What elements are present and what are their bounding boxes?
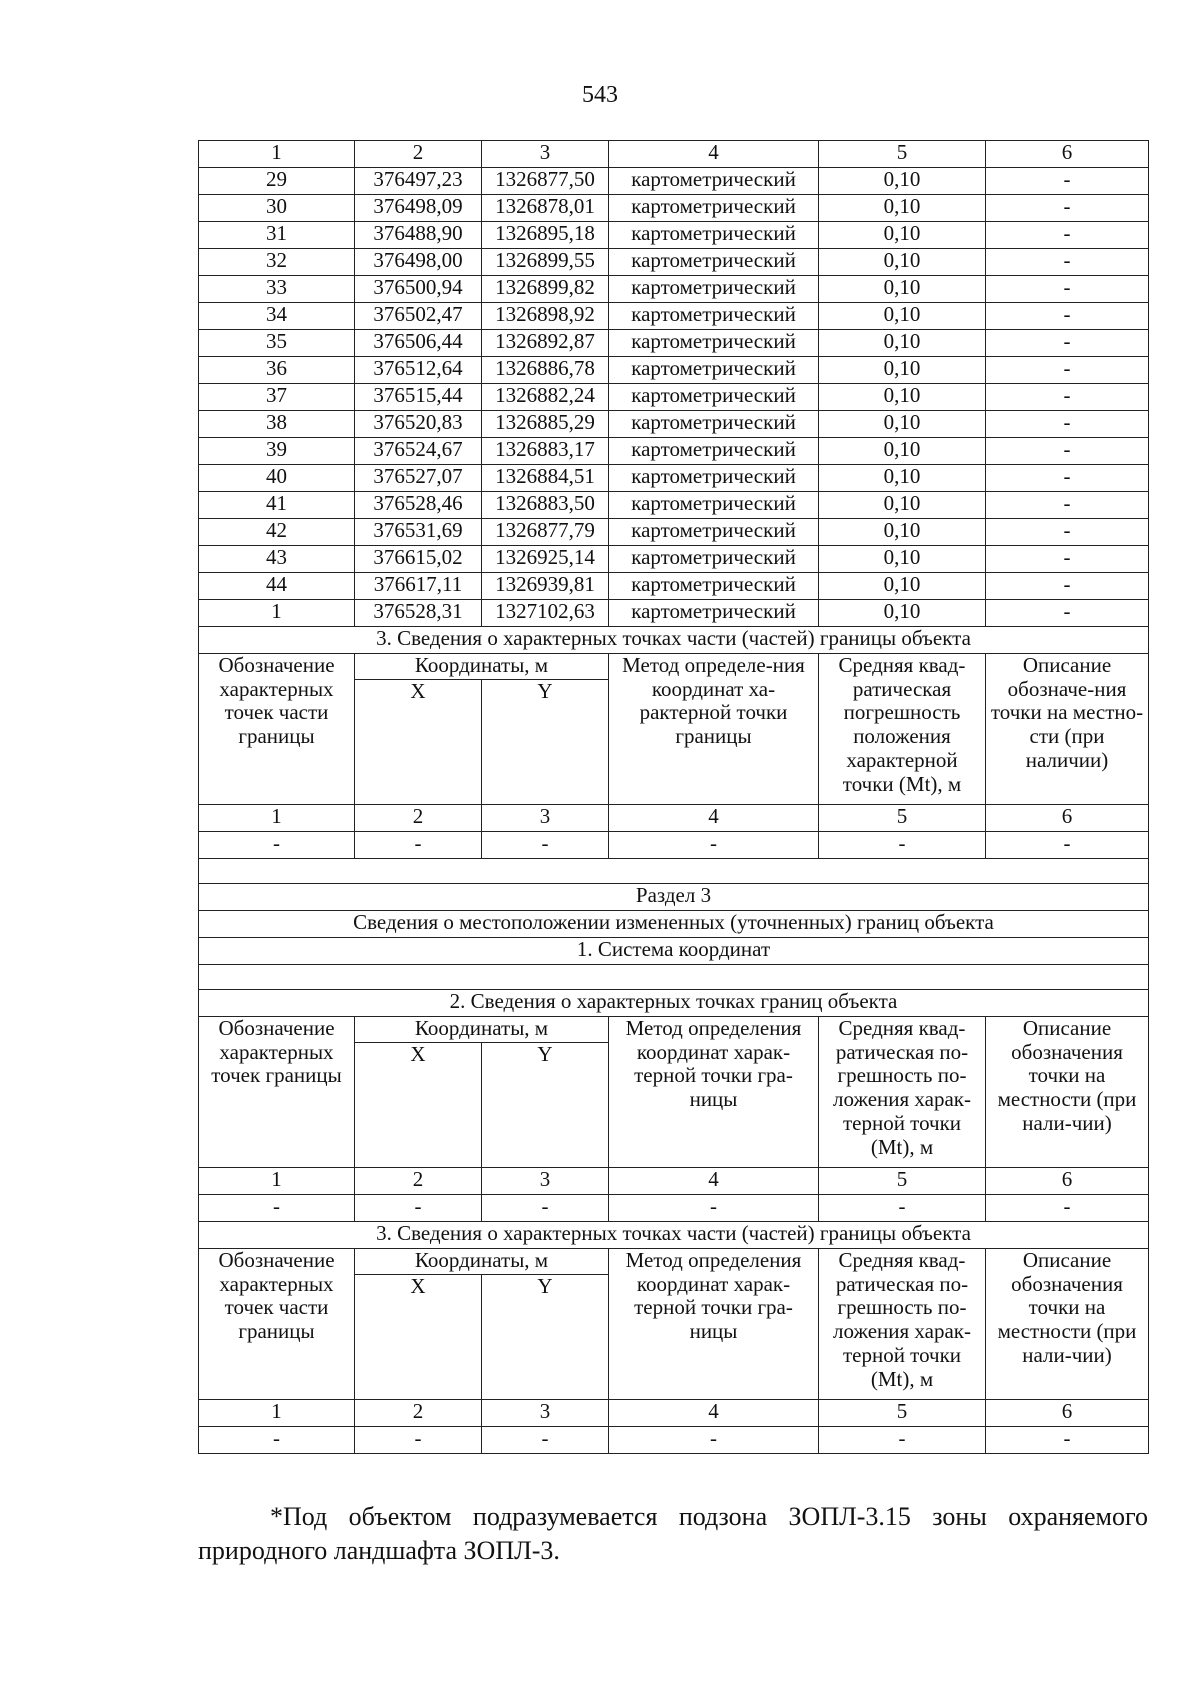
table-cell: - xyxy=(986,384,1149,411)
empty-cell: - xyxy=(609,1427,819,1454)
table-row xyxy=(199,357,1149,384)
column-number: 5 xyxy=(819,1168,986,1195)
empty-cell: - xyxy=(819,832,986,859)
empty-cell: - xyxy=(986,1427,1149,1454)
table-cell: 44 xyxy=(199,573,355,600)
table-cell: 1326877,50 xyxy=(482,168,609,195)
header-coordinates: Координаты, м xyxy=(355,1017,609,1043)
column-number: 6 xyxy=(986,1168,1149,1195)
table-cell: картометрический xyxy=(609,600,819,627)
table-cell: 0,10 xyxy=(819,438,986,465)
empty-cell: - xyxy=(482,832,609,859)
column-number: 3 xyxy=(482,805,609,832)
table-cell: 0,10 xyxy=(819,546,986,573)
column-number: 1 xyxy=(199,1168,355,1195)
table-cell: - xyxy=(986,195,1149,222)
section-title: 3. Сведения о характерных точках части (частей) границы объекта xyxy=(199,1222,1149,1249)
boundary-points-table xyxy=(198,140,1149,1454)
header-description: Описание обозначения точки на местности (при нали-чии) xyxy=(986,1249,1149,1400)
column-number: 1 xyxy=(199,1400,355,1427)
empty-cell: - xyxy=(986,832,1149,859)
table-cell: 376498,09 xyxy=(355,195,482,222)
empty-cell: - xyxy=(482,1195,609,1222)
column-number: 1 xyxy=(199,141,355,168)
table-cell: 1326877,79 xyxy=(482,519,609,546)
spacer-row xyxy=(199,965,1149,990)
table-row xyxy=(199,222,1149,249)
table-cell: 376615,02 xyxy=(355,546,482,573)
table-cell: 0,10 xyxy=(819,195,986,222)
table-cell: 1326895,18 xyxy=(482,222,609,249)
column-number: 3 xyxy=(482,1168,609,1195)
header-designation: Обозначение характерных точек части границы xyxy=(199,1249,355,1400)
table-cell: картометрический xyxy=(609,411,819,438)
table-cell: картометрический xyxy=(609,249,819,276)
header-description: Описание обозначе-ния точки на местно-сти (при наличии) xyxy=(986,654,1149,805)
table-cell: - xyxy=(986,303,1149,330)
empty-cell: - xyxy=(199,1427,355,1454)
table-cell: 1326885,29 xyxy=(482,411,609,438)
table-cell: картометрический xyxy=(609,384,819,411)
empty-cell: - xyxy=(819,1427,986,1454)
column-number: 2 xyxy=(355,1400,482,1427)
footnote: *Под объектом подразумевается подзона ЗОПЛ-3.15 зоны охраняемого природного ландшафта ЗОПЛ-3. xyxy=(198,1502,1148,1565)
column-number: 4 xyxy=(609,1400,819,1427)
header-method: Метод определения координат харак-терной точки гра-ницы xyxy=(609,1249,819,1400)
table-cell: 36 xyxy=(199,357,355,384)
table-cell: 41 xyxy=(199,492,355,519)
empty-cell: - xyxy=(355,1427,482,1454)
table-cell: 1326878,01 xyxy=(482,195,609,222)
table-cell: картометрический xyxy=(609,573,819,600)
table-cell: - xyxy=(986,222,1149,249)
table-cell: 376512,64 xyxy=(355,357,482,384)
table-cell: 0,10 xyxy=(819,357,986,384)
table-cell: картометрический xyxy=(609,222,819,249)
table-cell: картометрический xyxy=(609,303,819,330)
table-cell: - xyxy=(986,573,1149,600)
table-cell: 376528,31 xyxy=(355,600,482,627)
table-cell: 376506,44 xyxy=(355,330,482,357)
table-cell: 1327102,63 xyxy=(482,600,609,627)
empty-cell: - xyxy=(819,1195,986,1222)
table-cell: - xyxy=(986,330,1149,357)
table-cell: 376531,69 xyxy=(355,519,482,546)
column-number: 3 xyxy=(482,1400,609,1427)
table-cell: 376617,11 xyxy=(355,573,482,600)
table-cell: 376520,83 xyxy=(355,411,482,438)
table-row xyxy=(199,438,1149,465)
table-cell: 1326898,92 xyxy=(482,303,609,330)
column-number: 6 xyxy=(986,1400,1149,1427)
table-row xyxy=(199,195,1149,222)
table-cell: - xyxy=(986,546,1149,573)
table-cell: 1326899,55 xyxy=(482,249,609,276)
table-cell: 376502,47 xyxy=(355,303,482,330)
table-cell: 32 xyxy=(199,249,355,276)
column-number: 2 xyxy=(355,1168,482,1195)
table-cell: 1326925,14 xyxy=(482,546,609,573)
table-cell: 0,10 xyxy=(819,465,986,492)
table-cell: картометрический xyxy=(609,357,819,384)
column-number: 6 xyxy=(986,805,1149,832)
table-cell: 0,10 xyxy=(819,519,986,546)
empty-cell: - xyxy=(482,1427,609,1454)
table-cell: 39 xyxy=(199,438,355,465)
table-cell: 1326899,82 xyxy=(482,276,609,303)
table-row xyxy=(199,168,1149,195)
table-cell: 0,10 xyxy=(819,222,986,249)
header-description: Описание обозначения точки на местности (при нали-чии) xyxy=(986,1017,1149,1168)
table-cell: 1 xyxy=(199,600,355,627)
page-number: 543 xyxy=(582,82,618,108)
table-cell: 1326892,87 xyxy=(482,330,609,357)
table-row xyxy=(199,492,1149,519)
table-cell: картометрический xyxy=(609,168,819,195)
table-cell: картометрический xyxy=(609,438,819,465)
section-title: 3. Сведения о характерных точках части (частей) границы объекта xyxy=(199,627,1149,654)
table-cell: картометрический xyxy=(609,276,819,303)
empty-cell: - xyxy=(986,1195,1149,1222)
table-cell: - xyxy=(986,168,1149,195)
table-cell: 376524,67 xyxy=(355,438,482,465)
table-cell: 0,10 xyxy=(819,168,986,195)
column-number: 4 xyxy=(609,1168,819,1195)
table-cell: - xyxy=(986,492,1149,519)
column-number: 3 xyxy=(482,141,609,168)
table-row xyxy=(199,465,1149,492)
razdel-title: Раздел 3 xyxy=(199,884,1149,911)
header-error: Средняя квад-ратическая по-грешность по-ложения харак-терной точки (Mt), м xyxy=(819,1017,986,1168)
table-cell: 40 xyxy=(199,465,355,492)
header-y: Y xyxy=(482,1043,609,1168)
header-x: X xyxy=(355,1043,482,1168)
header-coordinates: Координаты, м xyxy=(355,654,609,680)
table-cell: 1326882,24 xyxy=(482,384,609,411)
table-cell: - xyxy=(986,249,1149,276)
table-row xyxy=(199,519,1149,546)
table-cell: 38 xyxy=(199,411,355,438)
table-cell: - xyxy=(986,519,1149,546)
header-coordinates: Координаты, м xyxy=(355,1249,609,1275)
table-cell: - xyxy=(986,411,1149,438)
table-cell: 0,10 xyxy=(819,249,986,276)
column-number: 4 xyxy=(609,805,819,832)
header-x: X xyxy=(355,1275,482,1400)
table-cell: 29 xyxy=(199,168,355,195)
header-method: Метод определения координат харак-терной точки гра-ницы xyxy=(609,1017,819,1168)
table-cell: картометрический xyxy=(609,546,819,573)
column-number: 2 xyxy=(355,805,482,832)
table-row xyxy=(199,546,1149,573)
table-cell: - xyxy=(986,438,1149,465)
table-row xyxy=(199,330,1149,357)
table-cell: картометрический xyxy=(609,465,819,492)
header-error: Средняя квад-ратическая по-грешность по-ложения харак-терной точки (Mt), м xyxy=(819,1249,986,1400)
column-number: 5 xyxy=(819,141,986,168)
table-cell: 43 xyxy=(199,546,355,573)
table-cell: 376497,23 xyxy=(355,168,482,195)
empty-cell: - xyxy=(199,1195,355,1222)
table-cell: 0,10 xyxy=(819,303,986,330)
table-row xyxy=(199,573,1149,600)
table-cell: 1326884,51 xyxy=(482,465,609,492)
column-number: 2 xyxy=(355,141,482,168)
table-cell: картометрический xyxy=(609,492,819,519)
table-cell: 376528,46 xyxy=(355,492,482,519)
table-row xyxy=(199,384,1149,411)
column-number: 1 xyxy=(199,805,355,832)
empty-cell: - xyxy=(609,1195,819,1222)
table-cell: картометрический xyxy=(609,195,819,222)
header-x: X xyxy=(355,680,482,805)
header-y: Y xyxy=(482,1275,609,1400)
table-cell: - xyxy=(986,276,1149,303)
table-cell: 34 xyxy=(199,303,355,330)
empty-cell: - xyxy=(609,832,819,859)
table-cell: - xyxy=(986,600,1149,627)
coordinate-system-title: 1. Система координат xyxy=(199,938,1149,965)
table-cell: 0,10 xyxy=(819,573,986,600)
table-cell: картометрический xyxy=(609,330,819,357)
section-title: 2. Сведения о характерных точках границ объекта xyxy=(199,990,1149,1017)
table-row xyxy=(199,249,1149,276)
table-cell: картометрический xyxy=(609,519,819,546)
table-cell: 0,10 xyxy=(819,276,986,303)
table-cell: - xyxy=(986,465,1149,492)
column-number: 5 xyxy=(819,1400,986,1427)
table-cell: 0,10 xyxy=(819,384,986,411)
table-row xyxy=(199,276,1149,303)
header-y: Y xyxy=(482,680,609,805)
table-row xyxy=(199,411,1149,438)
column-number: 5 xyxy=(819,805,986,832)
table-cell: 37 xyxy=(199,384,355,411)
table-cell: 0,10 xyxy=(819,492,986,519)
table-cell: 35 xyxy=(199,330,355,357)
column-number-row xyxy=(199,141,1149,168)
table-cell: 30 xyxy=(199,195,355,222)
table-row xyxy=(199,600,1149,627)
table-cell: 376515,44 xyxy=(355,384,482,411)
header-error: Средняя квад-ратическая погрешность положения характерной точки (Mt), м xyxy=(819,654,986,805)
table-cell: - xyxy=(986,357,1149,384)
table-cell: 0,10 xyxy=(819,330,986,357)
table-cell: 376527,07 xyxy=(355,465,482,492)
header-method: Метод определе-ния координат ха-рактерной точки границы xyxy=(609,654,819,805)
table-cell: 1326883,17 xyxy=(482,438,609,465)
table-cell: 0,10 xyxy=(819,600,986,627)
empty-cell: - xyxy=(355,832,482,859)
table-cell: 33 xyxy=(199,276,355,303)
table-cell: 1326883,50 xyxy=(482,492,609,519)
empty-cell: - xyxy=(199,832,355,859)
table-cell: 376488,90 xyxy=(355,222,482,249)
table-cell: 376500,94 xyxy=(355,276,482,303)
table-cell: 1326939,81 xyxy=(482,573,609,600)
header-designation: Обозначение характерных точек части границы xyxy=(199,654,355,805)
table-cell: 42 xyxy=(199,519,355,546)
column-number: 4 xyxy=(609,141,819,168)
spacer-row xyxy=(199,859,1149,884)
header-designation: Обозначение характерных точек границы xyxy=(199,1017,355,1168)
razdel-subtitle: Сведения о местоположении измененных (уточненных) границ объекта xyxy=(199,911,1149,938)
table-cell: 1326886,78 xyxy=(482,357,609,384)
table-cell: 31 xyxy=(199,222,355,249)
empty-cell: - xyxy=(355,1195,482,1222)
table-row xyxy=(199,303,1149,330)
table-cell: 376498,00 xyxy=(355,249,482,276)
table-cell: 0,10 xyxy=(819,411,986,438)
column-number: 6 xyxy=(986,141,1149,168)
